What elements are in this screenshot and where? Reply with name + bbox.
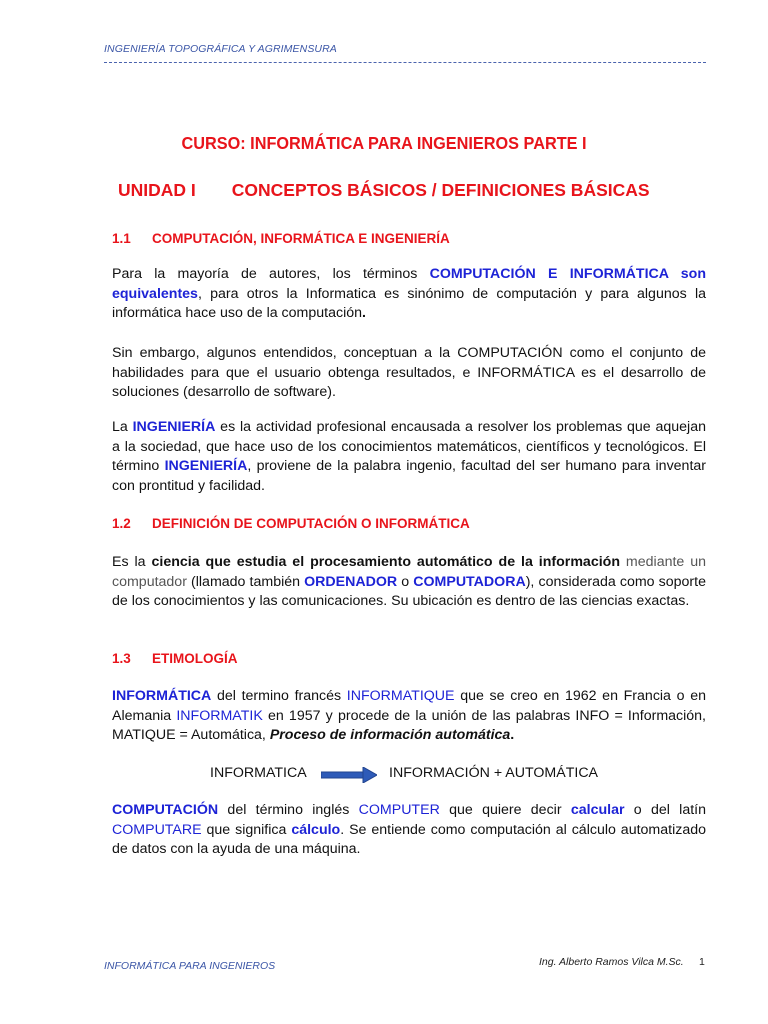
header-divider bbox=[104, 62, 706, 63]
highlight-computadora: COMPUTADORA bbox=[413, 573, 526, 590]
text-span: Es la bbox=[112, 554, 152, 570]
paragraph-etimologia-informatica bbox=[112, 687, 706, 746]
section-title: COMPUTACIÓN, INFORMÁTICA E INGENIERÍA bbox=[152, 231, 450, 246]
text-span: ), considerada como soporte de los conocimientos y las comunicaciones. Su ubicación es dentro de las ciencias exactas. bbox=[112, 573, 706, 609]
text-span: que se creo en 1962 en Francia o en Alemania bbox=[112, 688, 706, 724]
section-title: DEFINICIÓN DE COMPUTACIÓN O INFORMÁTICA bbox=[152, 516, 470, 531]
text-span: del término inglés bbox=[218, 802, 359, 818]
highlight-definicion: ciencia que estudia el procesamiento automático de la información bbox=[151, 554, 620, 570]
text-span: mediante un computador bbox=[112, 554, 707, 590]
text-span: que significa bbox=[201, 821, 292, 838]
unit-name: CONCEPTOS BÁSICOS / DEFINICIONES BÁSICAS bbox=[231, 180, 650, 200]
highlight-ingenieria: INGENIERÍA bbox=[164, 458, 248, 474]
page-number: 1 bbox=[699, 956, 705, 968]
page-header: INGENIERÍA TOPOGRÁFICA Y AGRIMENSURA bbox=[104, 43, 337, 55]
paragraph-computacion-vs-informatica bbox=[112, 344, 706, 403]
text-span: que quiere decir bbox=[439, 802, 571, 818]
highlight-informatica: INFORMÁTICA bbox=[112, 688, 212, 704]
section-1-1-heading bbox=[112, 231, 450, 246]
text-span: Sin embargo, algunos entendidos, conceptuan a la COMPUTACIÓN como el conjunto de habilidades para que el usuario obtenga resultados, e INFORMÁTICA es el desarrollo de soluciones (desarrollo de software). bbox=[112, 345, 706, 400]
right-arrow-icon bbox=[321, 767, 377, 783]
section-1-2-heading bbox=[112, 516, 470, 531]
section-title: ETIMOLOGÍA bbox=[152, 651, 238, 666]
paragraph-ingenieria bbox=[112, 418, 706, 496]
text-span: . bbox=[510, 727, 515, 743]
footer-course: INFORMÁTICA PARA INGENIEROS bbox=[104, 960, 276, 972]
section-number: 1.1 bbox=[112, 231, 131, 246]
highlight-informatique: INFORMATIQUE bbox=[346, 688, 455, 704]
text-span: o bbox=[397, 573, 414, 590]
text-span: (llamado también bbox=[186, 573, 305, 590]
highlight-proceso: Proceso de información automática bbox=[269, 727, 511, 743]
highlight-son-equivalentes: son equivalentes bbox=[112, 266, 706, 302]
highlight-computare: COMPUTARE bbox=[112, 821, 202, 838]
highlight-calculo: cálculo bbox=[291, 821, 341, 838]
text-span: es la actividad profesional encausada a resolver los problemas que aquejan a la sociedad, que hace uso de los conocimientos matemáticos, científicos y tecnológicos. El término bbox=[112, 419, 706, 474]
text-span: del termino francés bbox=[211, 688, 347, 704]
text-span: , proviene de la palabra ingenio, facultad del ser humano para inventar con prontitud y facilidad. bbox=[112, 458, 706, 494]
text-span: o del latín bbox=[624, 802, 706, 818]
text-span: en 1957 y procede de la unión de las palabras INFO = Información, MATIQUE = Automática, bbox=[112, 707, 706, 743]
unit-heading bbox=[118, 180, 650, 201]
unit-label: UNIDAD I bbox=[118, 180, 196, 200]
etymology-diagram bbox=[0, 765, 768, 785]
text-span: . bbox=[362, 305, 366, 321]
highlight-computer: COMPUTER bbox=[358, 802, 440, 818]
highlight-ordenador: ORDENADOR bbox=[304, 573, 398, 590]
section-1-3-heading bbox=[112, 651, 238, 666]
text-span: . Se entiende como computación al cálculo automatizado de datos con la ayuda de una máquina. bbox=[112, 821, 706, 857]
course-title: CURSO: INFORMÁTICA PARA INGENIEROS PARTE I bbox=[181, 133, 587, 153]
text-span: Para la mayoría de autores, los términos bbox=[112, 266, 430, 282]
highlight-computacion-informatica: COMPUTACIÓN E INFORMÁTICA bbox=[429, 266, 669, 282]
highlight-computacion: COMPUTACIÓN bbox=[112, 802, 219, 818]
section-number: 1.2 bbox=[112, 516, 131, 531]
highlight-ingenieria: INGENIERÍA bbox=[132, 419, 216, 435]
paragraph-definitions bbox=[112, 265, 706, 324]
etymology-source: INFORMATICA bbox=[210, 765, 307, 781]
highlight-calcular: calcular bbox=[570, 802, 625, 818]
paragraph-definicion bbox=[112, 553, 706, 612]
section-number: 1.3 bbox=[112, 651, 131, 666]
etymology-result: INFORMACIÓN + AUTOMÁTICA bbox=[389, 765, 599, 781]
text-span: , para otros la Informatica es sinónimo de computación y para algunos la informática hace uso de la computación bbox=[112, 285, 706, 321]
footer-author: Ing. Alberto Ramos Vilca M.Sc. bbox=[539, 956, 684, 968]
text-span: La bbox=[112, 419, 133, 435]
paragraph-etimologia-computacion bbox=[112, 801, 706, 860]
highlight-informatik: INFORMATIK bbox=[176, 707, 263, 724]
